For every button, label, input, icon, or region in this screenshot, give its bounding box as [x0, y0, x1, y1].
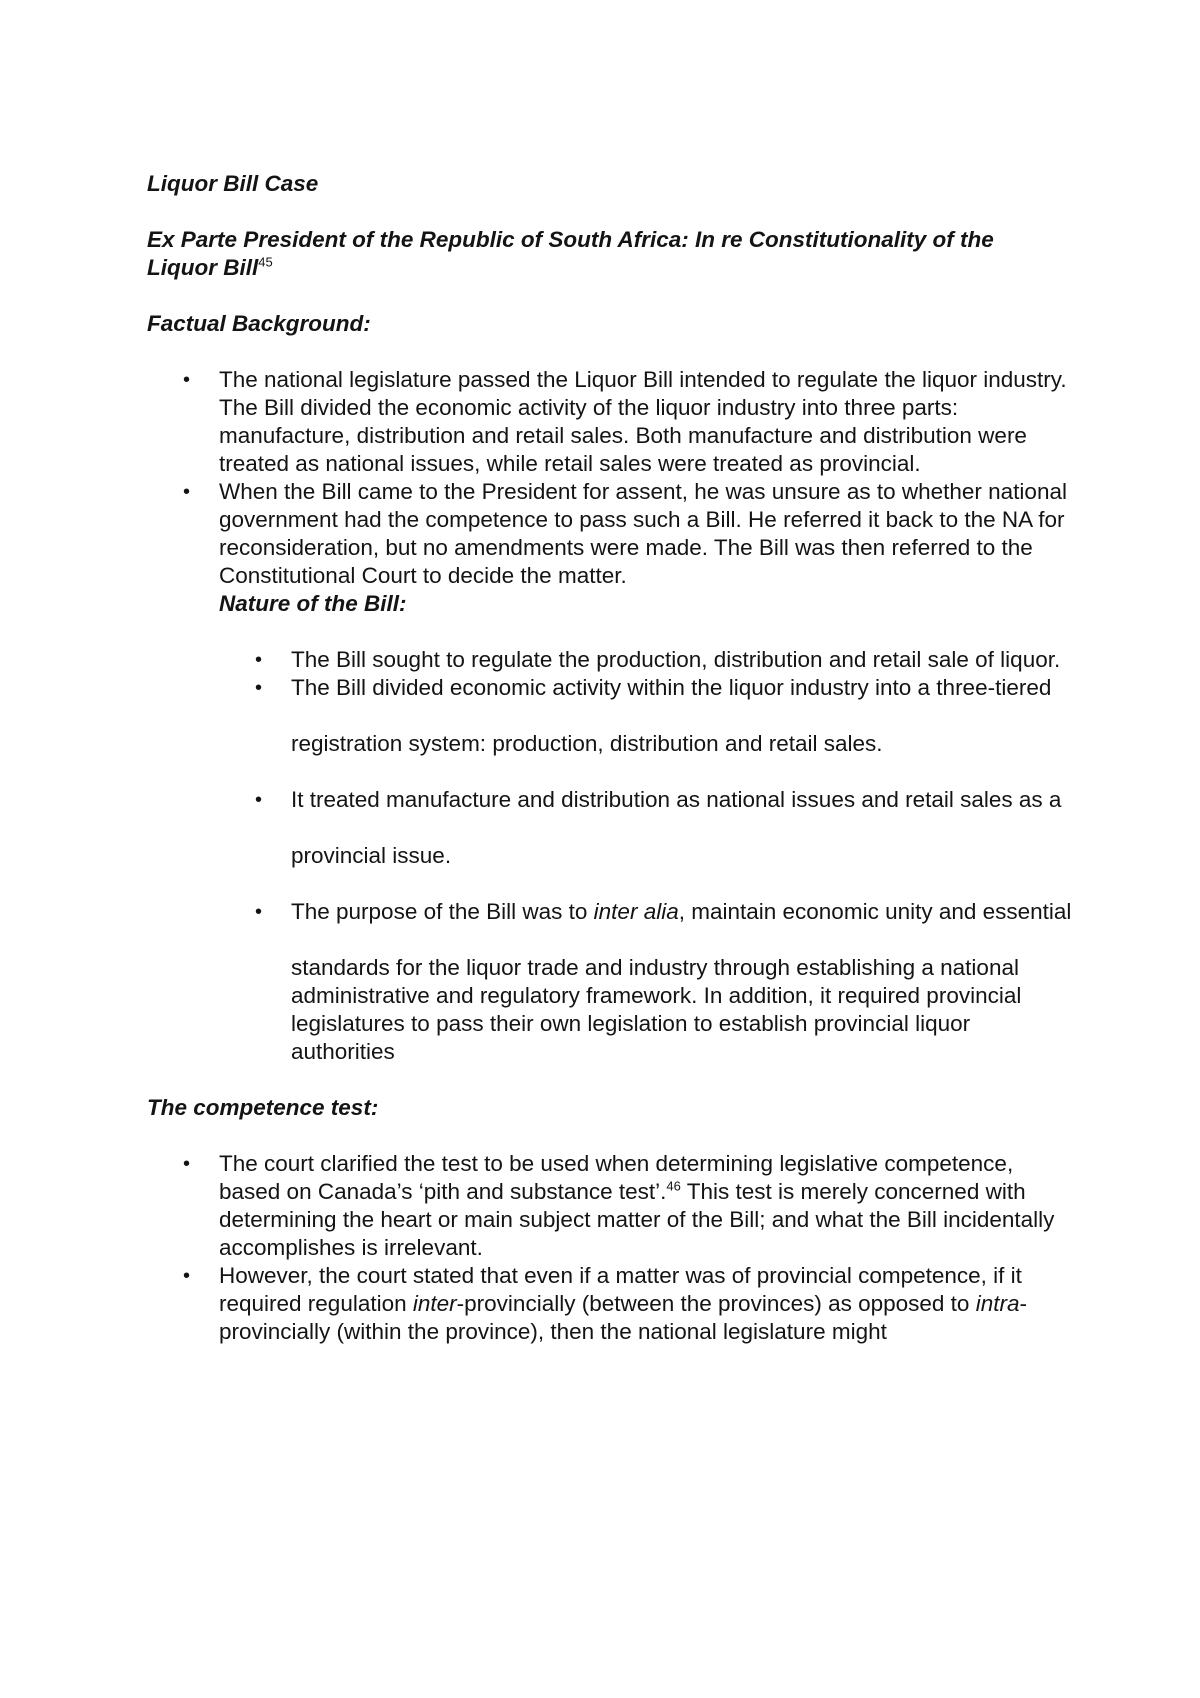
- nature-of-bill-list-2: [219, 786, 1077, 814]
- italic-term: inter: [412, 1291, 457, 1316]
- text-run: , maintain economic unity and essential: [678, 899, 1072, 924]
- text-run: -provincially (within the province), then the national legislature might: [219, 1291, 1027, 1344]
- list-item-text: [219, 1151, 1054, 1260]
- case-name: [147, 226, 1047, 282]
- competence-test-heading: The competence test:: [147, 1095, 379, 1120]
- document-body: [147, 170, 1077, 1346]
- factual-background-heading: Factual Background:: [147, 311, 371, 336]
- factual-background-list: [147, 366, 1077, 590]
- italic-term: inter alia: [593, 899, 679, 924]
- list-item-text: The Bill sought to regulate the production, distribution and retail sale of liquor.: [291, 647, 1061, 672]
- list-item-text: The Bill divided economic activity within the liquor industry into a three-tiered: [291, 675, 1052, 700]
- bullet-icon: •: [255, 677, 263, 699]
- competence-test-list: [147, 1150, 1077, 1346]
- text-run: This test is merely concerned with determining the heart or main subject matter of the Bill; and what the Bill incidentally accomplishes is irrelevant.: [219, 1179, 1055, 1260]
- nature-of-bill-list-1: [219, 646, 1077, 702]
- list-item-text: [291, 899, 1071, 924]
- list-item: [147, 1150, 1077, 1262]
- footnote-ref-45: 45: [258, 254, 273, 270]
- list-item: [219, 786, 1077, 814]
- list-item-continuation: provincial issue.: [291, 843, 452, 868]
- bullet-icon: •: [255, 649, 263, 671]
- bullet-icon: •: [183, 369, 191, 391]
- text-run: However, the court stated that even if a matter was of provincial competence, if it required regulation: [219, 1263, 1022, 1316]
- nature-of-bill-section: [219, 590, 1077, 1066]
- document-title: Liquor Bill Case: [147, 171, 319, 196]
- bullet-icon: •: [183, 1153, 191, 1175]
- list-item: [147, 366, 1077, 478]
- bullet-icon: •: [183, 1265, 191, 1287]
- text-run: The purpose of the Bill was to: [291, 899, 594, 924]
- list-item: [219, 898, 1077, 926]
- footnote-ref-46: 46: [666, 1178, 681, 1194]
- list-item: [147, 478, 1077, 590]
- list-item-text: It treated manufacture and distribution as national issues and retail sales as a: [291, 787, 1062, 812]
- text-run: -provincially (between the provinces) as opposed to: [456, 1291, 976, 1316]
- bullet-icon: •: [183, 481, 191, 503]
- list-item-text: When the Bill came to the President for assent, he was unsure as to whether national government had the competence to pass such a Bill. He referred it back to the NA for reconsideration, but no amendments were made. The Bill was then referred to the Constitutional Court to decide the matter.: [219, 479, 1067, 588]
- list-item: [219, 646, 1077, 674]
- list-item: [219, 674, 1077, 702]
- list-item-continuation: standards for the liquor trade and industry through establishing a national administrative and regulatory framework. In addition, it required provincial legislatures to pass their own legislation to establish provincial liquor authorities: [291, 955, 1022, 1064]
- bullet-icon: •: [255, 901, 263, 923]
- list-item-continuation: registration system: production, distribution and retail sales.: [291, 731, 883, 756]
- nature-of-bill-heading: Nature of the Bill:: [219, 591, 407, 616]
- nature-of-bill-list-3: [219, 898, 1077, 926]
- bullet-icon: •: [255, 789, 263, 811]
- list-item-text: [219, 1263, 1027, 1344]
- case-name-text: Ex Parte President of the Republic of South Africa: In re Constitutionality of the Liquor Bill: [147, 227, 994, 280]
- italic-term: intra: [975, 1291, 1020, 1316]
- list-item: [147, 1262, 1077, 1346]
- text-run: The court clarified the test to be used when determining legislative competence, based on Canada’s ‘pith and substance test’.: [219, 1151, 1014, 1204]
- list-item-text: The national legislature passed the Liquor Bill intended to regulate the liquor industry. The Bill divided the economic activity of the liquor industry into three parts: manufacture, distribution and retail sales. Both manufacture and distribution were treated as national issues, while retail sales were treated as provincial.: [219, 367, 1067, 476]
